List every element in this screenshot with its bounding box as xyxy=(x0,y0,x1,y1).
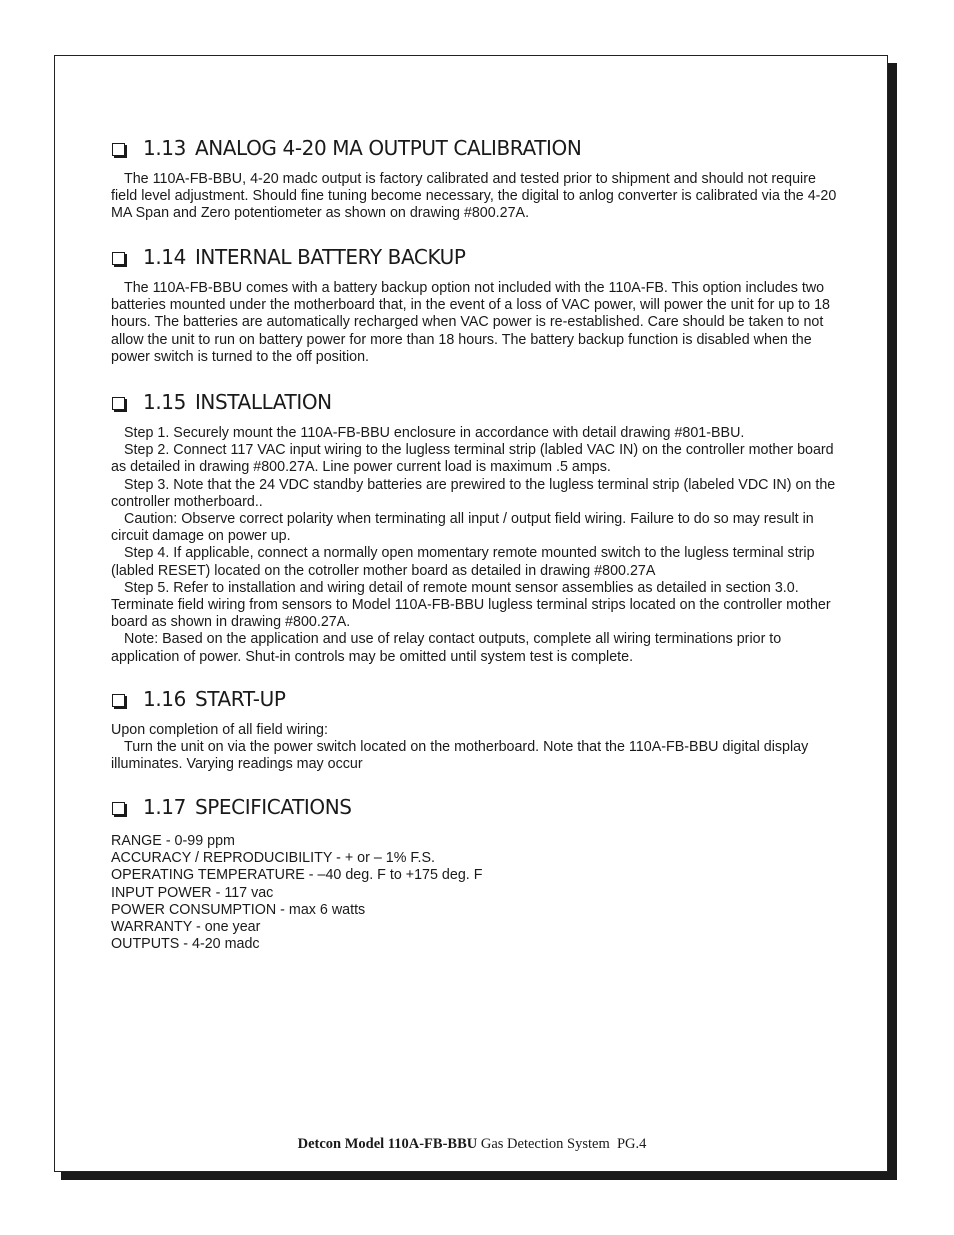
paragraph: The 110A-FB-BBU, 4-20 madc output is factory calibrated and tested prior to shipment and should not require field level adjustment. Should fine tuning become necessary, the digital to anlog converter is calibrated via the 4-20 MA Span and Zero potentiometer as shown on drawing #800.27A. xyxy=(111,171,837,222)
checkbox-bullet-icon xyxy=(112,143,125,156)
spec-list xyxy=(111,833,837,953)
install-step-3: Step 3. Note that the 24 VDC standby batteries are prewired to the lugless terminal strip (labeled VDC IN) on the controller motherboard.. xyxy=(111,476,836,510)
install-step-2: Step 2. Connect 117 VAC input wiring to the lugless terminal strip (labled VAC IN) on the controller mother board as detailed in drawing #800.27A. Line power current load is maximum .5 amps. xyxy=(111,442,834,476)
section-heading xyxy=(111,685,837,715)
startup-intro: Upon completion of all field wiring: xyxy=(111,722,328,738)
spec-input-power: INPUT POWER - 117 vac xyxy=(111,884,274,901)
install-note: Note: Based on the application and use of relay contact outputs, complete all wiring terminations prior to application of power. Shut-in controls may be omitted until system test is complete. xyxy=(111,631,782,665)
section-title: INSTALLATION xyxy=(194,390,332,415)
install-caution: Caution: Observe correct polarity when terminating all input / output field wiring. Failure to do so may result in circuit damage on power up. xyxy=(111,511,814,545)
section-number: 1.13 xyxy=(143,136,186,161)
section-title: START-UP xyxy=(194,687,286,712)
spec-range: RANGE - 0-99 ppm xyxy=(111,833,235,849)
section-1-17 xyxy=(111,793,837,953)
install-step-4: Step 4. If applicable, connect a normally open momentary remote mounted switch to the lugless terminal strip (labled RESET) located on the cotroller mother board as detailed in drawing #800.27A xyxy=(111,545,815,579)
spec-warranty: WARRANTY - one year xyxy=(111,919,261,936)
section-number: 1.14 xyxy=(143,245,186,270)
section-1-13 xyxy=(111,134,837,223)
checkbox-bullet-icon xyxy=(112,397,125,410)
section-heading xyxy=(111,243,837,273)
section-title: INTERNAL BATTERY BACKUP xyxy=(194,245,466,270)
section-title: ANALOG 4-20 MA OUTPUT CALIBRATION xyxy=(194,136,582,161)
spec-operating-temperature: OPERATING TEMPERATURE - –40 deg. F to +175 deg. F xyxy=(111,867,483,884)
section-heading xyxy=(111,388,837,418)
footer-description: Gas Detection System PG.4 xyxy=(477,1136,647,1152)
install-step-5: Step 5. Refer to installation and wiring detail of remote mount sensor assemblies as detailed in section 3.0. Terminate field wiring from sensors to Model 110A-FB-BBU lugless terminal strips located on the controller mother board as shown in drawing #800.27A. xyxy=(111,579,831,631)
paragraph: Turn the unit on via the power switch located on the motherboard. Note that the 110A-FB-BBU digital display illuminates. Varying readings may occur xyxy=(111,739,809,773)
checkbox-bullet-icon xyxy=(112,252,125,265)
footer-model: Detcon Model 110A-FB-BBU xyxy=(297,1136,478,1152)
install-step-1: Step 1. Securely mount the 110A-FB-BBU enclosure in accordance with detail drawing #801-BBU. xyxy=(124,425,745,441)
section-1-14 xyxy=(111,243,837,366)
spec-outputs: OUTPUTS - 4-20 madc xyxy=(111,936,260,953)
section-1-16 xyxy=(111,685,837,774)
section-title: SPECIFICATIONS xyxy=(194,795,352,820)
spec-accuracy: ACCURACY / REPRODUCIBILITY - + or – 1% F.S. xyxy=(111,850,436,867)
section-1-15 xyxy=(111,388,837,666)
checkbox-bullet-icon xyxy=(112,694,125,707)
paragraph: The 110A-FB-BBU comes with a battery backup option not included with the 110A-FB. This option includes two batteries mounted under the motherboard that, in the event of a loss of VAC power, will power the unit for up to 18 hours. The batteries are automatically recharged when VAC power is re-established. Care should be taken to not allow the unit to run on battery power for more than 18 hours. The battery backup function is disabled when the power switch is turned to the off position. xyxy=(111,280,830,365)
page-footer xyxy=(55,1136,889,1153)
spec-power-consumption: POWER CONSUMPTION - max 6 watts xyxy=(111,901,366,918)
section-heading xyxy=(111,793,837,823)
section-number: 1.15 xyxy=(143,390,186,415)
section-number: 1.16 xyxy=(143,687,186,712)
document-page xyxy=(54,55,888,1172)
checkbox-bullet-icon xyxy=(112,802,125,815)
section-heading xyxy=(111,134,837,164)
section-number: 1.17 xyxy=(143,795,186,820)
